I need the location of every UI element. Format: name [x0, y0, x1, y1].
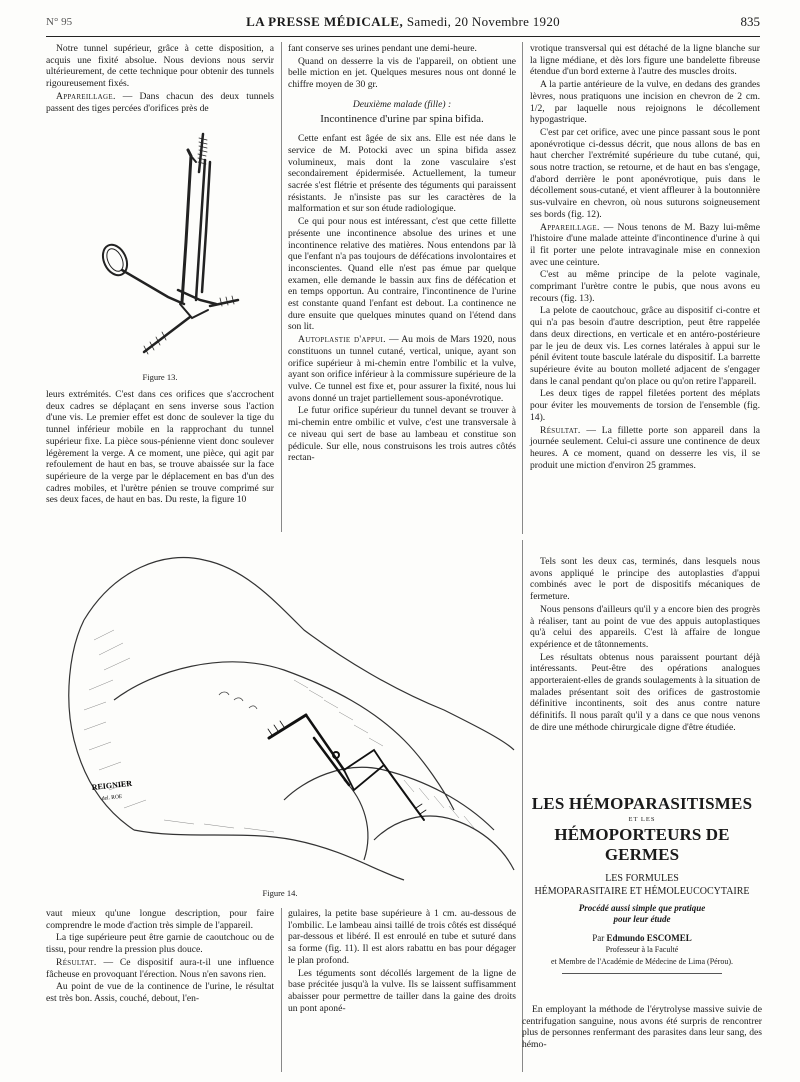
paragraph: Les résultats obtenus nous paraissent pourtant déjà intéressants. Peut-être des opérations analogues apporteraient-elles de grands soulagements à la situation de malades présentant soit des orifices de gastrostomie définitive incontinents, soit des anus contre nature définitifs. Il nous paraît qu'il y a dans ce que nous venons de dire une méthode chirurgicale digne d'être étudiée.: [530, 651, 760, 733]
section-label: Résultat.: [540, 424, 581, 436]
section-label: Appareillage.: [540, 221, 600, 233]
page-header: [46, 14, 760, 34]
header-rule: [46, 36, 760, 37]
column-1-bottom: [46, 908, 274, 1006]
case-subheading: Deuxième malade (fille) :: [352, 98, 452, 110]
paragraph: leurs extrémités. C'est dans ces orifices que s'accrochent deux cadres se déplaçant en sens inverse sous l'action d'une vis. Le premier effet est donc de soulever la tige du tunnel inférieur mobile en la rapprochant du tunnel supérieur fixe. La pièce sous-pénienne vient donc soulever légèrement la verge. A ce moment, une pièce, qui agit par refoulement de haut en bas, se trouve abaissée sur la face supérieure de la verge par le déplacement en bas d'un des cadres mobiles, et l'urètre pénien se trouve comprimé sur ses deux faces, de haut en bas. Du reste, la figure 10: [46, 389, 274, 506]
section-label: Résultat.: [56, 956, 97, 968]
article-method-line1: Procédé aussi simple que pratique: [578, 903, 706, 913]
paragraph-text: — Dans chacun des deux tunnels passent des tiges percées d'orifices près de: [46, 90, 274, 114]
paragraph: Au point de vue de la continence de l'urine, le résultat est très bon. Assis, couché, debout, l'en-: [46, 981, 274, 1004]
paragraph: vaut mieux qu'une longue description, pour faire comprendre le mode d'action très simple de l'appareil.: [46, 908, 274, 931]
journal-name: LA PRESSE MÉDICALE,: [246, 14, 404, 29]
author-affiliation-1: Professeur à la Faculté: [605, 945, 679, 954]
figure-13-caption: Figure 13.: [142, 372, 178, 382]
paragraph: Tels sont les deux cas, terminés, dans lesquels nous avons appliqué le principe des autoplasties d'appui combinés avec le port de dispositifs mécaniques de fermeture.: [530, 556, 760, 603]
paragraph: [530, 222, 760, 269]
column-2-bottom: [288, 908, 516, 1015]
article-heading: [522, 794, 762, 980]
issue-date: Samedi, 20 Novembre 1920: [406, 14, 560, 29]
paragraph: La tige supérieure peut être garnie de caoutchouc ou de tissu, pour rendre la pression plus douce.: [46, 932, 274, 956]
paragraph: A la partie antérieure de la vulve, en dedans des grandes lèvres, nous pratiquons une incision en chevron de 2 cm. 1/2, par laquelle nous rejoignons le décollement hypogastrique.: [530, 79, 760, 126]
paragraph: La pelote de caoutchouc, grâce au dispositif ci-contre et qui n'a pas besoin d'autre description, peut être rappelée dans deux directions, en verticale et en antéro-postérieure par le jeu de deux vis. Les cornes latérales à appui sur le pénil évitent toute bascule latérale du dispositif. La barrette supérieure évite au bouton molleté adjacent de s'engager dans le canal pendant qu'on place ou qu'on retire l'appareil.: [530, 305, 760, 387]
column-divider: [281, 42, 282, 532]
figure-13-apparatus: [60, 132, 270, 372]
article-subtitle-line2: HÉMOPARASITAIRE ET HÉMOLEUCOCYTAIRE: [534, 886, 750, 897]
author-affiliation-2: et Membre de l'Académie de Médecine de Lima (Pérou).: [550, 957, 734, 966]
article-title-line2: HÉMOPORTEURS DE GERMES: [554, 825, 730, 864]
paragraph: [46, 91, 274, 114]
paragraph: Notre tunnel supérieur, grâce à cette disposition, a acquis une fixité absolue. Nous devions nous servir ultérieurement, de cette technique pour obtenir des tunnels rigoureusement fixés.: [46, 43, 274, 90]
paragraph: C'est par cet orifice, avec une pince passant sous le pont aponévrotique ci-dessus décrit, que nous allons de bas en haut chercher l'extrémité supérieure du tube cutané, qui, sous notre traction, se retourne, et de haut en bas s'engage, d'abord derrière le pont aponévrotique, puis dans le décollement sous-cutané, et vient affleurer à la boutonnière sus-vulvaire en chevron, où nous suturons soigneusement ses bords (fig. 12).: [530, 126, 760, 220]
author-name: Edmundo ESCOMEL: [606, 933, 692, 943]
paragraph-text: — Au mois de Mars 1920, nous constituons un tunnel cutané, vertical, unique, ayant son orifice supérieur à mi-chemin entre l'ombilic et la vulve, ayant son orifice inférieur à la commissure supérieure de la vulve. Ce tunnel est fixe et, pour assurer la fixité, nous lui avons donné un trajet partiellement sous-aponévrotique.: [288, 334, 516, 404]
paragraph-text: — Nous tenons de M. Bazy lui-même l'histoire d'une malade atteinte d'incontinence d'urine à qui il fit porter une pelote intravaginale mise en connexion avec une ceinture.: [530, 221, 760, 268]
column-divider: [281, 908, 282, 1072]
issue-number: N° 95: [46, 16, 73, 28]
column-3-mid: [530, 556, 760, 735]
paragraph: [46, 957, 274, 980]
paragraph: [288, 334, 516, 404]
article-title-line1: LES HÉMOPARASITISMES: [531, 794, 753, 813]
paragraph: C'est au même principe de la pelote vaginale, comprimant l'urètre contre le pubis, que nous avons eu recours (fig. 13).: [530, 269, 760, 304]
article-title-connector: ET LES: [628, 816, 656, 823]
paragraph: [530, 425, 760, 472]
illustrator-signature: REIGNIER: [91, 778, 133, 792]
journal-title: [46, 14, 760, 30]
figure-14-caption: Figure 14.: [262, 888, 298, 898]
column-divider: [522, 42, 523, 534]
column-1-top: [46, 43, 274, 115]
paragraph: Nous pensons d'ailleurs qu'il y a encore bien des progrès à réaliser, tant au point de vue des appuis autoplastiques qu'à celui des appareils. C'est là affaire de longue expérience et de tâtonnements.: [530, 603, 760, 650]
section-label: Autoplastie d'appui.: [298, 334, 386, 346]
paragraph: Le futur orifice supérieur du tunnel devant se trouver à mi-chemin entre ombilic et vulve, c'est une transversale à ce niveau qui sert de base au lambeau et constitue son pédicule. Sur elle, nous construisons les trois autres côtés rectan-: [288, 405, 516, 464]
column-1-mid: [46, 389, 274, 507]
paragraph: Les téguments sont décollés largement de la ligne de base précitée jusqu'à la vulve. Ils se laissent suffisamment abaisser pour permettre de tailler dans la gaine des droits un pont aponé-: [288, 967, 516, 1014]
page-number: 835: [740, 14, 760, 29]
paragraph: Ce qui pour nous est intéressant, c'est que cette fillette présente une incontinence absolue des urines et une incontinence relative des matières. Nous entendons par là que l'enfant n'a pas toujours de défécations involontaires et inconscientes. Quand elle n'est pas émue par quelque examen, elle demande le bassin aux fins de défécation et en temps opportun. Au contraire, l'incontinence de l'urine est constante quand l'enfant est debout. La continence ne dure ensuite que quelques minutes quand on l'étend dans son lit.: [288, 216, 516, 333]
illustrator-credit: del. ROE: [101, 793, 123, 802]
paragraph: En employant la méthode de l'érytrolyse massive suivie de centrifugation sanguine, nous avons été surpris de rencontrer plus de personnes renfermant des parasites dans leur sang, des hémo-: [522, 1004, 762, 1051]
paragraph: fant conserve ses urines pendant une demi-heure.: [288, 43, 477, 54]
paragraph-text: — La fillette porte son appareil dans la journée seulement. Celui-ci assure une continence de deux heures. A ce moment, quand on desserre les vis, il se produit une miction d'environ 25 grammes.: [530, 424, 760, 471]
paragraph-text: — Ce dispositif aura-t-il une influence fâcheuse en provoquant l'érection. Nous n'en savons rien.: [46, 956, 274, 980]
article-body: [522, 1004, 762, 1051]
section-label: Appareillage.: [56, 90, 116, 102]
column-3-top: [530, 43, 760, 472]
column-2-top: [288, 43, 516, 465]
paragraph: gulaires, la petite base supérieure à 1 cm. au-dessous de l'ombilic. Le lambeau ainsi taillé de trois côtés est disséqué par-dessous et libéré. Il est enroulé en tube et suturé dans sa forme (fig. 11). Il est alors rabattu en bas pour dégager le plan profond.: [288, 908, 516, 966]
article-subtitle-line1: LES FORMULES: [605, 873, 679, 884]
paragraph: Les deux tiges de rappel filetées portent des méplats pour éviter les mouvements de torsion de l'ensemble (fig. 14).: [530, 388, 760, 423]
article-method-line2: pour leur étude: [613, 914, 671, 924]
paragraph: vrotique transversal qui est détaché de la ligne blanche sur la ligne médiane, et dès lors figure une bandelette fibreuse étendue d'un bord externe à l'autre des muscles droits.: [530, 43, 760, 78]
article-byline: [522, 933, 762, 943]
paragraph: Quand on desserre la vis de l'appareil, on obtient une belle miction en jet. Quelques mesures nous ont donné le chiffre moyen de 30 gr.: [288, 55, 516, 91]
heading-rule: [562, 973, 722, 974]
paragraph: Cette enfant est âgée de six ans. Elle est née dans le service de M. Potocki avec un spina bifida assez volumineux, mais dont la zone vasculaire s'est secondairement épidermisée. Actuellement, la tumeur sacrée s'est flétrie et présente des téguments qui paraissent résistants. Je n'insiste pas sur les caractères de la malformation et sur son étude radiologique.: [288, 133, 516, 215]
byline-prefix: Par: [592, 933, 607, 943]
case-heading: Incontinence d'urine par spina bifida.: [320, 112, 484, 125]
figure-14-illustration: [44, 540, 518, 886]
